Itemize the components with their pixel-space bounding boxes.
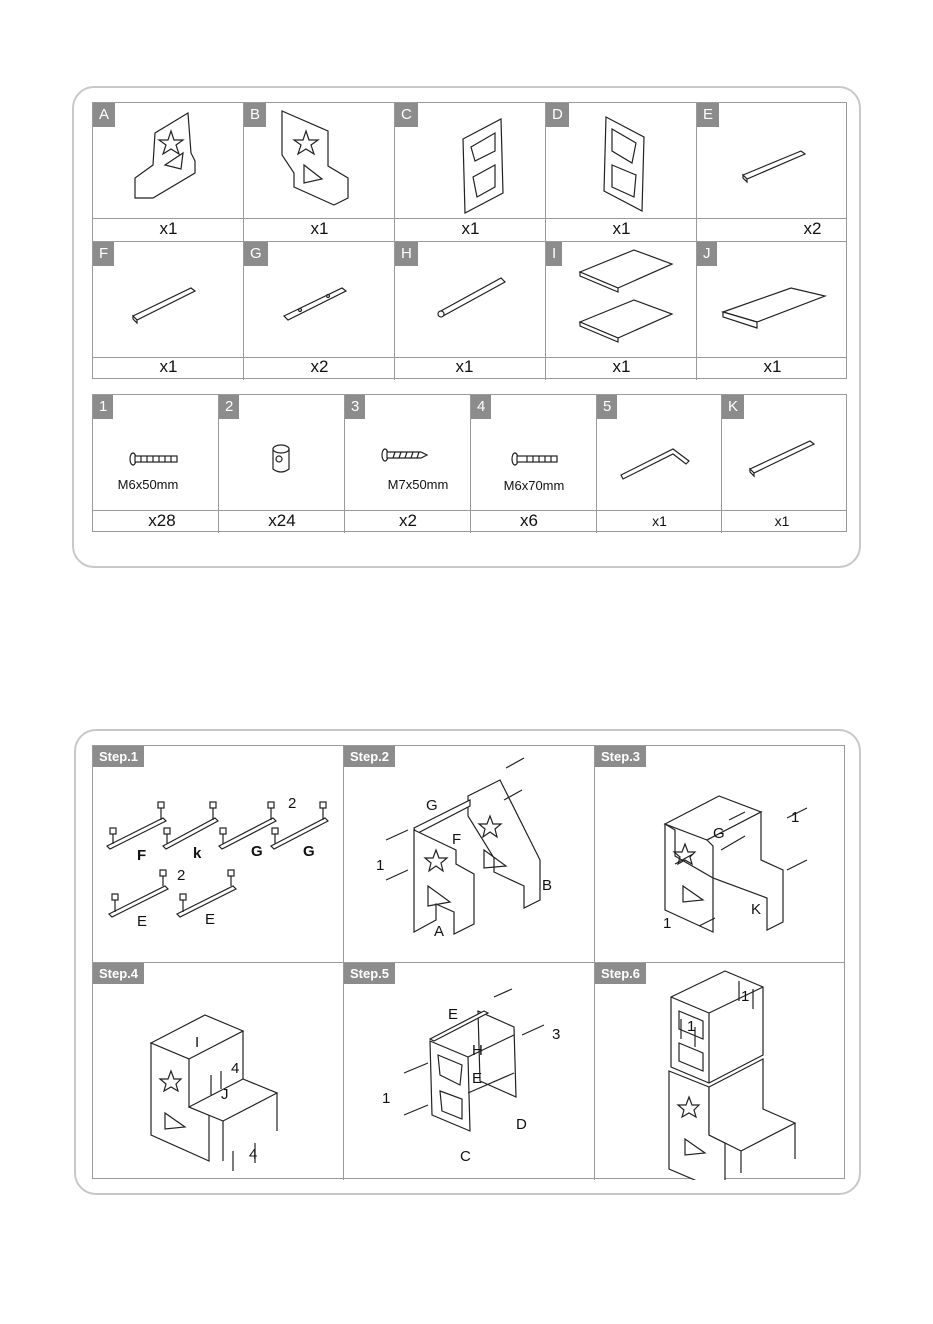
part-qty: x1 [763, 357, 782, 376]
hardware-number: 5 [597, 395, 617, 419]
step-5-label: D [516, 1116, 527, 1133]
dowel-rod-icon [395, 242, 546, 358]
part-letter: C [395, 103, 418, 127]
step-5-panel [344, 963, 595, 1180]
step-5-diagram [344, 963, 595, 1180]
part-letter: J [697, 242, 717, 266]
step-3-panel [595, 746, 846, 963]
step-title: Step.3 [595, 746, 646, 767]
step-1-label: E [137, 913, 148, 930]
part-qty: x1 [455, 357, 474, 376]
bolt-icon [93, 425, 219, 505]
part-qty: x1 [159, 219, 178, 238]
side-panel-star-icon [244, 103, 395, 219]
step-3-label: K [751, 901, 762, 918]
allen-key-icon [597, 425, 722, 505]
step-title: Step.4 [93, 963, 144, 984]
step-6-panel [595, 963, 846, 1180]
step-4-label: 4 [231, 1060, 240, 1077]
hardware-cell-1 [93, 395, 219, 533]
hardware-cell-4 [471, 395, 597, 533]
parts-panel [72, 86, 861, 568]
hardware-cell-5 [597, 395, 722, 533]
step-2-panel [344, 746, 595, 963]
step-4-label: J [221, 1086, 229, 1103]
step-board-icon [697, 242, 848, 358]
step-3-label: G [713, 825, 725, 842]
rail-e1 [109, 870, 168, 917]
side-panel-star-icon [93, 103, 244, 219]
part-letter: E [697, 103, 719, 127]
hardware-qty: x6 [520, 511, 538, 530]
step-6-diagram [595, 963, 846, 1180]
frame-panel-icon [546, 103, 697, 219]
rail-f [107, 802, 166, 849]
hardware-caption: M6x70mm [503, 478, 565, 493]
hardware-cell-2 [219, 395, 345, 533]
part-qty: x1 [310, 219, 329, 238]
rail-icon [93, 242, 244, 358]
step-1-label: G [251, 843, 263, 860]
hardware-qty: x24 [268, 511, 296, 530]
step-2-diagram [344, 746, 595, 963]
step-5-label: 1 [382, 1090, 391, 1107]
step-5-label: C [460, 1148, 471, 1165]
part-letter: I [546, 242, 562, 266]
part-letter: H [395, 242, 418, 266]
hardware-caption: M7x50mm [387, 477, 449, 492]
part-cell-j [697, 242, 848, 380]
part-qty: x1 [159, 357, 178, 376]
step-title: Step.5 [344, 963, 395, 984]
barrel-nut-icon [219, 425, 345, 505]
hardware-caption: M6x50mm [117, 477, 179, 492]
part-cell-d [546, 103, 697, 242]
hardware-cell-k [722, 395, 848, 533]
part-qty: x1 [461, 219, 480, 238]
step-4-label: 4 [249, 1146, 258, 1163]
frame-panel-icon [395, 103, 546, 219]
part-qty: x2 [803, 219, 822, 238]
step-2-label: B [542, 877, 553, 894]
part-cell-e [697, 103, 848, 242]
step-5-label: E [472, 1070, 483, 1087]
part-cell-h [395, 242, 546, 380]
part-cell-c [395, 103, 546, 242]
step-4-label: I [195, 1034, 200, 1051]
part-letter: F [93, 242, 114, 266]
hardware-cell-3 [345, 395, 471, 533]
step-5-label: E [448, 1006, 459, 1023]
step-title: Step.6 [595, 963, 646, 984]
step-1-label: 2 [288, 795, 297, 812]
part-letter: B [244, 103, 266, 127]
step-2-label: 1 [376, 857, 385, 874]
step-5-label: 3 [552, 1026, 561, 1043]
hardware-number: K [722, 395, 744, 419]
part-cell-i [546, 242, 697, 380]
step-1-diagram [93, 746, 344, 963]
step-1-label: G [303, 843, 315, 860]
step-2-label: G [426, 797, 438, 814]
hardware-number: 2 [219, 395, 239, 419]
step-2-label: F [452, 831, 462, 848]
screw-icon [345, 425, 471, 505]
step-title: Step.1 [93, 746, 144, 767]
step-title: Step.2 [344, 746, 395, 767]
step-6-label: 1 [687, 1018, 696, 1035]
hardware-qty: x2 [399, 511, 417, 530]
part-qty: x2 [310, 357, 329, 376]
step-1-panel [93, 746, 344, 963]
part-cell-b [244, 103, 395, 242]
two-boards-icon [546, 242, 697, 358]
step-1-label: E [205, 911, 216, 928]
hardware-qty: x28 [148, 511, 176, 530]
step-4-panel [93, 963, 344, 1180]
steps-panel [74, 729, 861, 1195]
step-6-label: 1 [741, 988, 750, 1005]
rail-g1 [219, 802, 276, 849]
hardware-number: 4 [471, 395, 491, 419]
step-2-label: A [434, 923, 445, 940]
hardware-number: 1 [93, 395, 113, 419]
part-cell-g [244, 242, 395, 380]
part-qty: x1 [612, 219, 631, 238]
part-cell-f [93, 242, 244, 380]
part-qty: x1 [612, 357, 631, 376]
step-3-label: 1 [663, 915, 672, 932]
rail-e2 [177, 870, 236, 917]
rail-k [163, 802, 218, 849]
hardware-number: 3 [345, 395, 365, 419]
step-1-label: F [137, 847, 147, 864]
rail-icon [244, 242, 395, 358]
step-5-label: H [472, 1042, 483, 1059]
step-1-label: k [193, 845, 202, 862]
part-cell-a [93, 103, 244, 242]
step-1-label: 2 [177, 867, 186, 884]
step-3-label: 1 [791, 809, 800, 826]
hardware-qty: x1 [774, 513, 790, 529]
bolt-icon [471, 425, 597, 505]
step-3-diagram [595, 746, 846, 963]
hardware-qty: x1 [652, 513, 667, 529]
short-rail-icon [697, 103, 848, 219]
rail-g2 [271, 802, 328, 849]
part-letter: D [546, 103, 569, 127]
part-letter: A [93, 103, 115, 127]
steps-grid [92, 745, 845, 1179]
parts-grid [92, 102, 847, 379]
part-letter: G [244, 242, 268, 266]
step-4-diagram [93, 963, 344, 1180]
hardware-grid [92, 394, 847, 532]
rail-icon [722, 425, 848, 505]
